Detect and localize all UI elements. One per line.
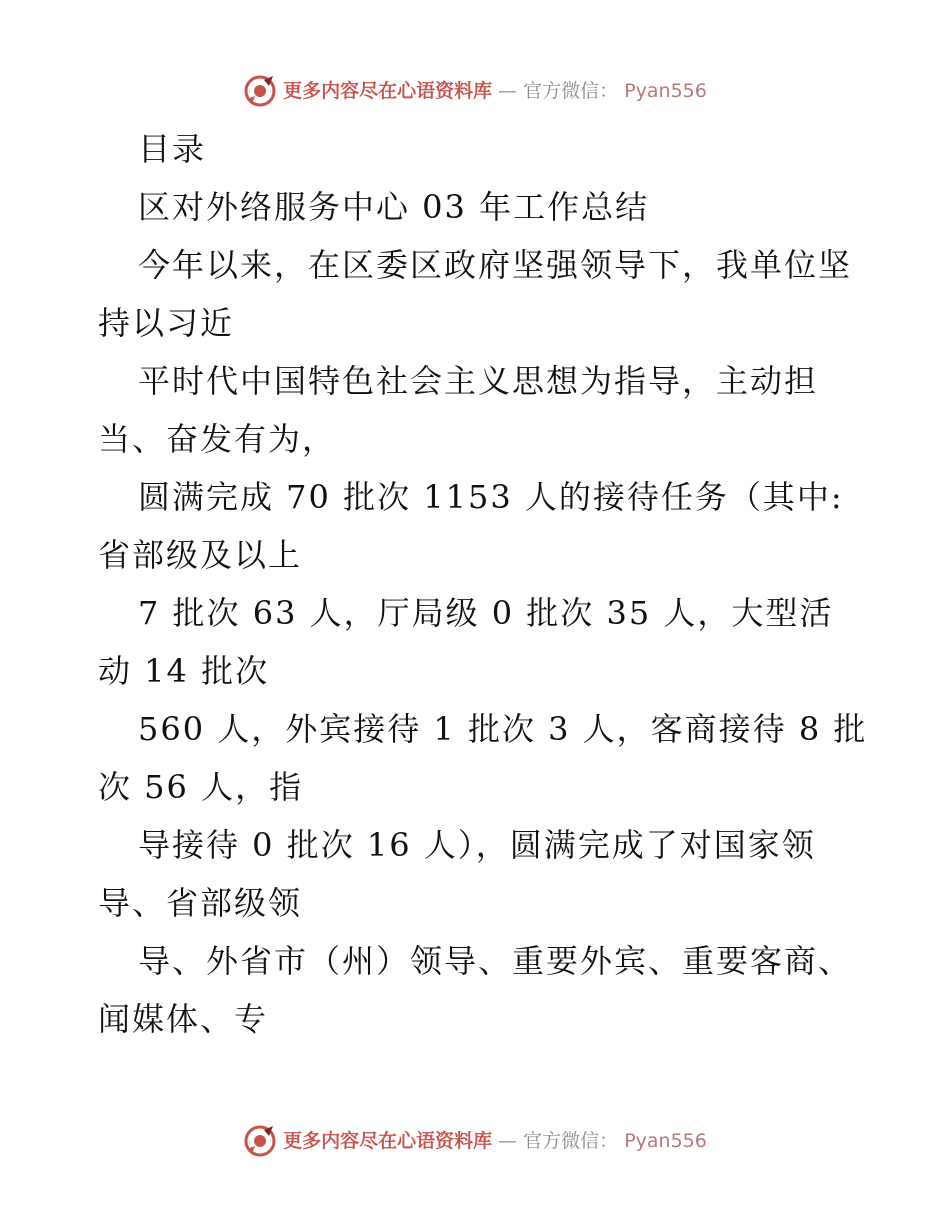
doc-line: 7 批次 63 人，厅局级 0 批次 35 人，大型活 — [138, 594, 834, 632]
doc-line: 省部级及以上 — [98, 536, 303, 574]
brand-logo-icon — [243, 74, 277, 108]
watermark-label: 官方微信： — [523, 79, 619, 102]
watermark-id: Pyan556 — [624, 1129, 707, 1152]
doc-line: 动 14 批次 — [98, 652, 270, 690]
doc-line: 560 人，外宾接待 1 批次 3 人，客商接待 8 批 — [138, 710, 868, 748]
doc-line: 今年以来，在区委区政府坚强领导下，我单位坚 — [138, 246, 853, 284]
watermark-dash: — — [498, 1129, 518, 1152]
document-body — [98, 120, 868, 1048]
watermark-text: 更多内容尽在心语资料库 — [283, 79, 493, 102]
doc-line: 平时代中国特色社会主义思想为指导，主动担 — [138, 362, 819, 400]
doc-line: 次 56 人，指 — [98, 768, 304, 806]
doc-line: 闻媒体、专 — [98, 1000, 269, 1038]
doc-line: 区对外络服务中心 03 年工作总结 — [138, 188, 650, 226]
watermark-label: 官方微信： — [523, 1129, 619, 1152]
doc-line: 导、外省市（州）领导、重要外宾、重要客商、 — [138, 942, 853, 980]
watermark-text: 更多内容尽在心语资料库 — [283, 1129, 493, 1152]
watermark-dash: — — [498, 79, 518, 102]
watermark-header — [0, 74, 950, 108]
doc-line: 圆满完成 70 批次 1153 人的接待任务（其中: — [138, 478, 844, 516]
watermark-footer — [0, 1124, 950, 1158]
doc-line: 当、奋发有为， — [98, 420, 337, 458]
watermark-id: Pyan556 — [624, 79, 707, 102]
doc-line: 目录 — [138, 130, 207, 168]
brand-logo-icon — [243, 1124, 277, 1158]
doc-line: 导、省部级领 — [98, 884, 303, 922]
doc-line: 持以习近 — [98, 304, 235, 342]
doc-line: 导接待 0 批次 16 人），圆满完成了对国家领 — [138, 826, 816, 864]
